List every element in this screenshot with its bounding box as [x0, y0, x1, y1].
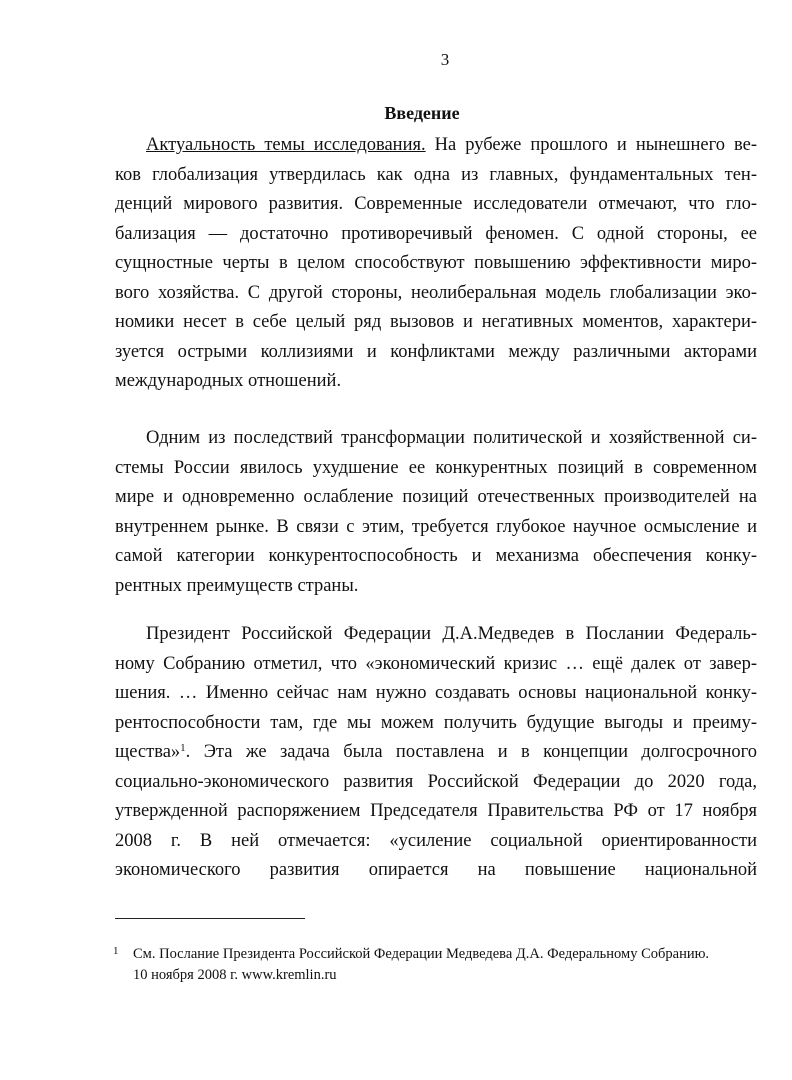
paragraph-line: ков глобализация утвердилась как одна из главных, фундаментальных тен-: [115, 164, 757, 185]
paragraph-line: рентных преимуществ страны.: [115, 575, 359, 596]
page-number: 3: [440, 50, 450, 69]
paragraph-line: щества»$^1$. Эта же задача была поставлена и в концепции долгосрочного: [115, 742, 757, 762]
paragraph-line: экономического развития опирается на повышение национальной: [115, 860, 757, 880]
paragraph-line: мире и одновременно ослабление позиций отечественных производителей на: [115, 487, 757, 507]
paragraph-line: вого хозяйства. С другой стороны, неолиберальная модель глобализации эко-: [115, 282, 757, 303]
paragraph-line: Президент Российской Федерации Д.А.Медведев в Послании Федераль-: [146, 624, 757, 644]
paragraph-line: рентоспособности там, где мы можем получить будущие выгоды и преиму-: [115, 712, 757, 733]
paragraph-line: внутреннем рынке. В связи с этим, требуется глубокое научное осмысление и: [115, 516, 757, 537]
paragraph-line: 2008 г. В ней отмечается: «усиление социальной ориентированности: [115, 830, 757, 851]
paragraph-line: утвержденной распоряжением Председателя Правительства РФ от 17 ноября: [115, 801, 757, 821]
paragraph-line: бализация — достаточно противоречивый феномен. С одной стороны, ее: [115, 223, 757, 244]
paragraph-line: зуется острыми коллизиями и конфликтами между различными акторами: [115, 341, 757, 362]
paragraph-consequences: [115, 424, 757, 601]
paragraph-line: ному Собранию отметил, что «экономический кризис … ещё далек от завер-: [115, 653, 757, 674]
paragraph-relevance: [115, 131, 757, 397]
footnote-line: 10 ноября 2008 г. www.kremlin.ru: [133, 967, 337, 983]
paragraph-line: номики несет в себе целый ряд вызовов и негативных моментов, характери-: [115, 312, 757, 332]
footnote-reference[interactable]: 1: [180, 742, 186, 754]
paragraph-line: Одним из последствий трансформации политической и хозяйственной си-: [146, 428, 757, 448]
footnote: [113, 944, 753, 986]
footnote-marker: 1: [113, 945, 119, 957]
footnote-line: См. Послание Президента Российской Федерации Медведева Д.А. Федеральному Собранию.: [133, 946, 710, 962]
paragraph-line: международных отношений.: [115, 371, 342, 391]
paragraph-line: социально-экономического развития Российской Федерации до 2020 года,: [115, 771, 757, 792]
paragraph-line: самой категории конкурентоспособность и механизма обеспечения конку-: [115, 546, 757, 566]
paragraph-line: денций мирового развития. Современные исследователи отмечают, что гло-: [115, 194, 757, 214]
paragraph-line: сущностные черты в целом способствуют повышению эффективности миро-: [115, 253, 757, 273]
paragraph-line: стемы России явилось ухудшение ее конкурентных позиций в современном: [115, 457, 757, 478]
section-title: Введение: [384, 103, 460, 123]
paragraph-president: [115, 620, 757, 886]
footnote-separator: [115, 918, 305, 919]
relevance-heading: Актуальность темы исследования.: [146, 135, 426, 155]
paragraph-line: Актуальность темы исследования. На рубеже прошлого и нынешнего ве-: [146, 135, 758, 155]
paragraph-line: шения. … Именно сейчас нам нужно создавать основы национальной конку-: [115, 683, 757, 703]
